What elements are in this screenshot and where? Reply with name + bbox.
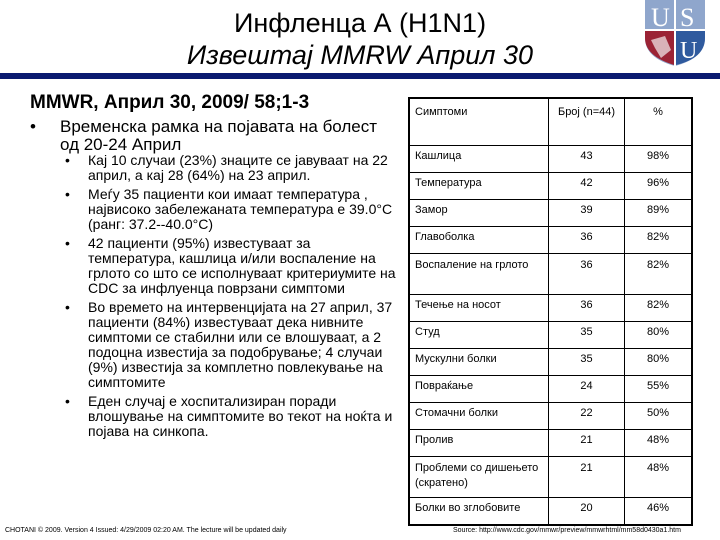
percent-cell: 48% <box>625 430 693 457</box>
table-row <box>409 457 692 498</box>
percent-cell: 89% <box>625 200 693 227</box>
percent-cell: 98% <box>625 146 693 173</box>
count-cell: 35 <box>549 322 625 349</box>
main-bullet-text: Временска рамка на појавата на болест од 20-24 Април <box>60 117 378 154</box>
table-row <box>409 173 692 200</box>
sub-bullet-text: 42 пациенти (95%) известуваат за температура, кашлица и/или воспаление на грлото со што се исполнуваат критериумите на CDC за инфлуенца поврзани симптоми <box>88 235 396 296</box>
symptom-cell: Мускулни болки <box>409 349 549 376</box>
count-cell: 24 <box>549 376 625 403</box>
count-cell: 35 <box>549 349 625 376</box>
table-row <box>409 403 692 430</box>
sub-bullet-text: Еден случај е хоспитализиран поради влошување на симптомите во текот на ноќта и појава на синкопа. <box>88 393 393 439</box>
bullet-icon: • <box>65 235 70 251</box>
symptom-cell: Замор <box>409 200 549 227</box>
percent-cell: 96% <box>625 173 693 200</box>
count-cell: 43 <box>549 146 625 173</box>
header-percent: % <box>625 98 693 146</box>
sub-bullet <box>62 153 397 183</box>
count-cell: 22 <box>549 403 625 430</box>
percent-cell: 48% <box>625 457 693 498</box>
main-bullet <box>30 118 380 154</box>
table-row <box>409 498 692 526</box>
table-row <box>409 146 692 173</box>
count-cell: 39 <box>549 200 625 227</box>
percent-cell: 55% <box>625 376 693 403</box>
bullet-icon: • <box>65 186 70 202</box>
table-row <box>409 295 692 322</box>
percent-cell: 46% <box>625 498 693 526</box>
footer-copyright: CHOTANI © 2009. Version 4 Issued: 4/29/2009 02:20 AM. The lecture will be updated daily <box>5 527 287 534</box>
bullet-icon: • <box>65 152 70 168</box>
bullet-icon: • <box>65 393 70 409</box>
table-row <box>409 430 692 457</box>
percent-cell: 82% <box>625 227 693 254</box>
count-cell: 36 <box>549 227 625 254</box>
sub-bullet-text: Кај 10 случаи (23%) знаците се јавуваат на 22 април, а кај 28 (64%) на 23 април. <box>88 152 388 183</box>
table-row <box>409 200 692 227</box>
sub-bullet-list <box>62 153 397 443</box>
svg-text:U: U <box>651 3 670 32</box>
sub-bullet <box>62 236 397 296</box>
symptom-cell: Стомачни болки <box>409 403 549 430</box>
symptom-cell: Кашлица <box>409 146 549 173</box>
table-row <box>409 254 692 295</box>
symptom-cell: Студ <box>409 322 549 349</box>
table-row <box>409 349 692 376</box>
table-row <box>409 322 692 349</box>
svg-text:U: U <box>680 38 698 64</box>
symptom-cell: Течење на носот <box>409 295 549 322</box>
percent-cell: 80% <box>625 322 693 349</box>
percent-cell: 80% <box>625 349 693 376</box>
sub-bullet-text: Меѓу 35 пациенти кои имаат температура , највисоко забележаната температура е 39.0°C (ранг: 37.2--40.0°C) <box>88 186 393 232</box>
header-count: Број (n=44) <box>549 98 625 146</box>
table-row <box>409 227 692 254</box>
sub-bullet-text: Во времето на интервенцијата на 27 април, 37 пациенти (84%) известуваат дека нивните симптоми се стабилни или се влошуваат, а 2 подоцна известија за подобрување; 4 случаи (9%) известија за комплетно повлекување на симптомите <box>88 299 393 390</box>
count-cell: 21 <box>549 430 625 457</box>
count-cell: 36 <box>549 254 625 295</box>
bullet-icon: • <box>30 117 36 136</box>
count-cell: 21 <box>549 457 625 498</box>
symptom-cell: Главоболка <box>409 227 549 254</box>
symptoms-table <box>408 97 693 526</box>
count-cell: 42 <box>549 173 625 200</box>
mmwr-heading: MMWR, Април 30, 2009/ 58;1-3 <box>30 92 310 113</box>
symptom-cell: Болки во зглобовите <box>409 498 549 526</box>
percent-cell: 82% <box>625 254 693 295</box>
usu-logo-icon <box>643 0 707 66</box>
percent-cell: 82% <box>625 295 693 322</box>
slide-title: Инфленца А (H1N1) <box>233 8 487 38</box>
svg-text:S: S <box>680 3 695 32</box>
slide-subtitle: Извештај MMRW Април 30 <box>186 40 534 70</box>
table-row <box>409 376 692 403</box>
bullet-icon: • <box>65 299 70 315</box>
sub-bullet <box>62 300 397 390</box>
source-link[interactable]: Source: http://www.cdc.gov/mmwr/preview/mmwrhtml/mm58d0430a1.htm <box>453 527 681 534</box>
header-symptoms: Симптоми <box>409 98 549 146</box>
count-cell: 36 <box>549 295 625 322</box>
symptom-cell: Температура <box>409 173 549 200</box>
sub-bullet <box>62 187 397 232</box>
symptom-cell: Воспаление на грлото <box>409 254 549 295</box>
percent-cell: 50% <box>625 403 693 430</box>
sub-bullet <box>62 394 397 439</box>
count-cell: 20 <box>549 498 625 526</box>
symptom-cell: Проблеми со дишењето (скратено) <box>409 457 549 498</box>
symptom-cell: Повраќање <box>409 376 549 403</box>
table-header-row <box>409 98 692 146</box>
title-divider <box>0 73 720 79</box>
symptom-cell: Пролив <box>409 430 549 457</box>
